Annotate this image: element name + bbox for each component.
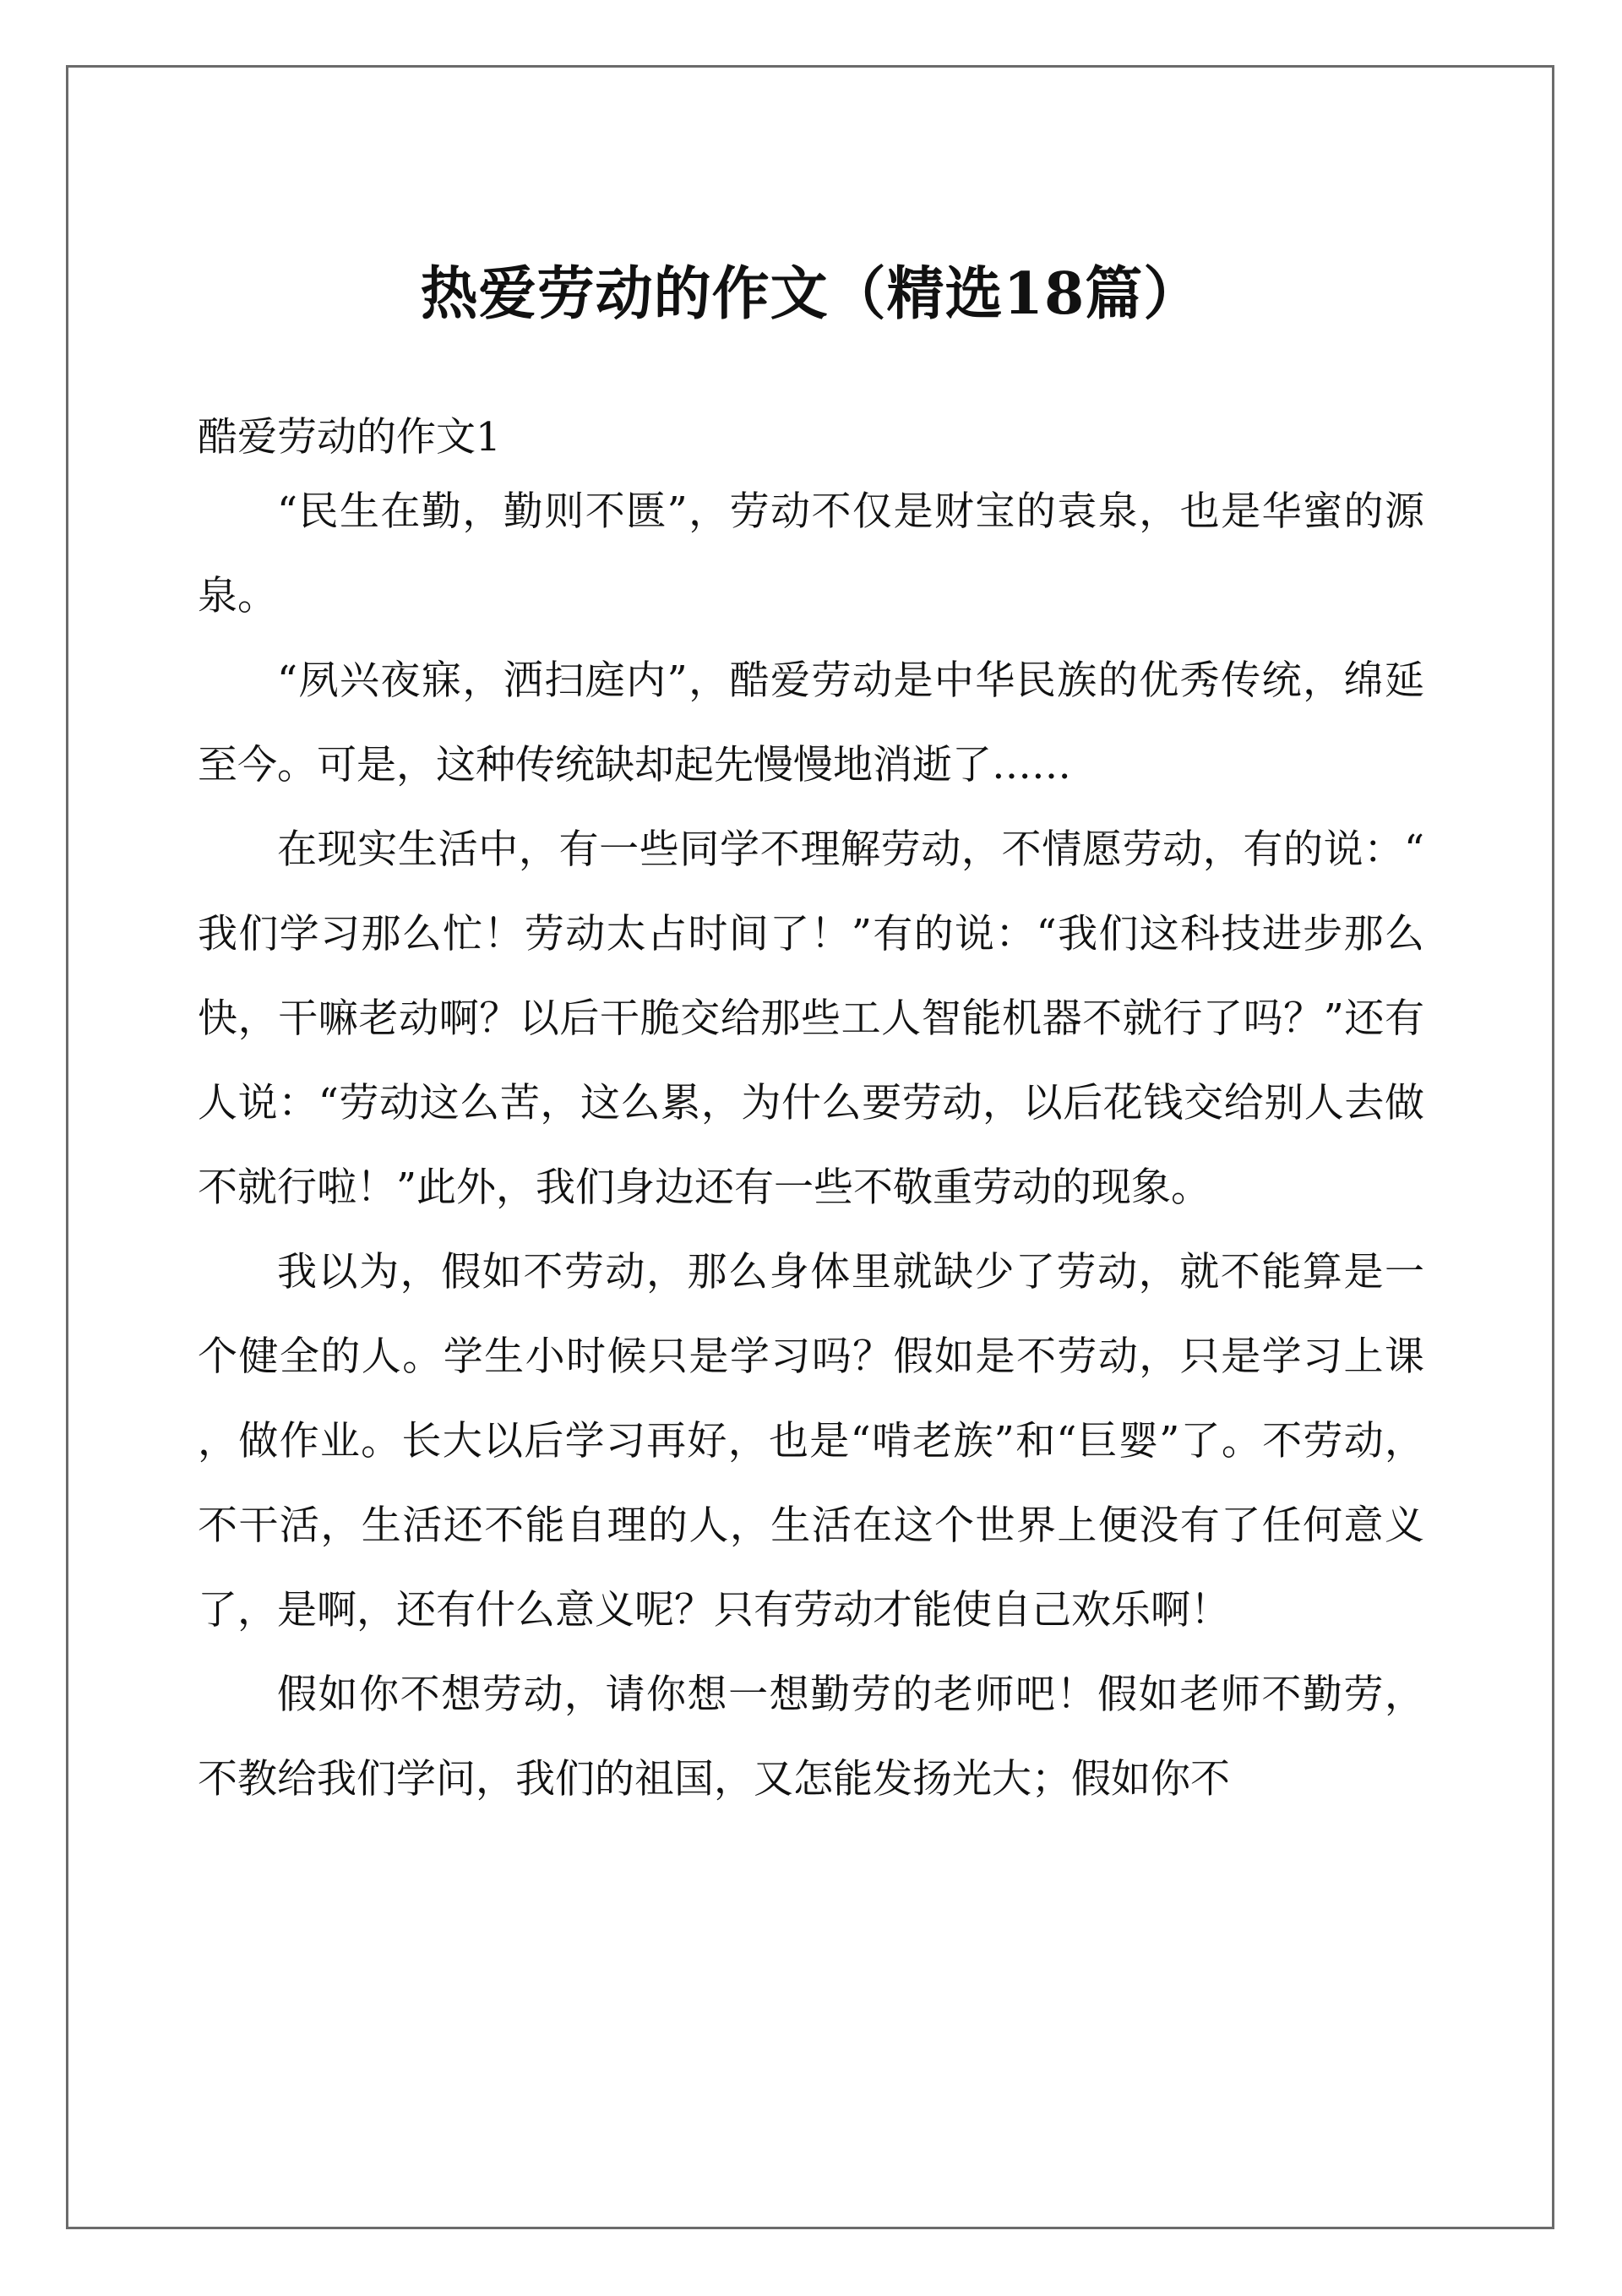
- paragraph: “民生在勤，勤则不匮”，劳动不仅是财宝的袁泉，也是华蜜的源泉。: [198, 488, 1424, 619]
- paragraph: 我以为，假如不劳动，那么身体里就缺少了劳动，就不能算是一个健全的人。学生小时候只是学习吗？假如是不劳动，只是学习上课，做作业。长大以后学习再好，也是“啃老族”和“巨婴”了。不劳动，不干活，生活还不能自理的人，生活在这个世界上便没有了任何意义了，是啊，还有什么意义呢？只有劳动才能使自己欢乐啊！: [198, 1249, 1424, 1633]
- document-title: 热爱劳动的作文（精选18篇）: [420, 260, 1202, 328]
- essay-body: [198, 470, 1424, 1822]
- paragraph: 假如你不想劳动，请你想一想勤劳的老师吧！假如老师不勤劳，不教给我们学问，我们的祖国，又怎能发扬光大；假如你不: [198, 1672, 1424, 1802]
- paragraph: “夙兴夜寐，洒扫庭内”，酷爱劳动是中华民族的优秀传统，绵延至今。可是，这种传统缺却起先慢慢地消逝了……: [198, 657, 1424, 788]
- paragraph: 在现实生活中，有一些同学不理解劳动，不情愿劳动，有的说：“我们学习那么忙！劳动太占时间了！”有的说：“我们这科技进步那么快，干嘛老动啊？以后干脆交给那些工人智能机器不就行了吗？”还有人说：“劳动这么苦，这么累，为什么要劳动，以后花钱交给别人去做不就行啦！”此外，我们身边还有一些不敬重劳动的现象。: [198, 826, 1424, 1211]
- section-heading: 酷爱劳动的作文1: [198, 414, 501, 461]
